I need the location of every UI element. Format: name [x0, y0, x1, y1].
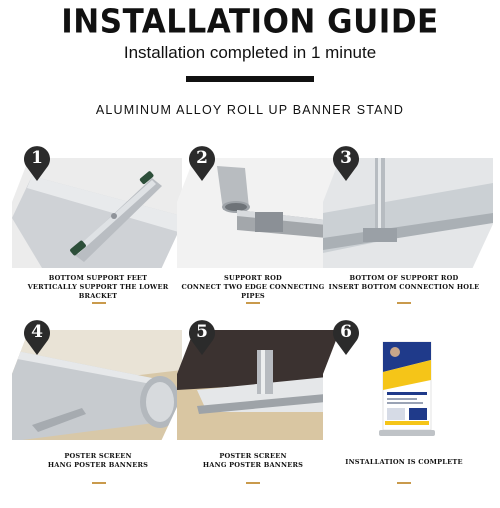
- page-title: INSTALLATION GUIDE: [61, 3, 439, 41]
- step-3-title: BOTTOM OF SUPPORT ROD: [349, 274, 459, 282]
- step-1-caption: [15, 274, 181, 301]
- step-2-title: SUPPORT ROD: [224, 274, 282, 282]
- step-6-badge: [331, 318, 361, 356]
- step-5-title: POSTER SCREEN: [219, 452, 287, 460]
- step-5-badge: [187, 318, 217, 356]
- step-1-desc: VERTICALLY SUPPORT THE LOWER BRACKET: [27, 283, 169, 300]
- step-6-title: INSTALLATION IS COMPLETE: [345, 458, 463, 466]
- step-1-badge: [22, 144, 52, 182]
- step-1-divider: [92, 302, 106, 304]
- title-underline: [186, 76, 314, 82]
- step-4-caption: [15, 452, 181, 470]
- step-4-badge: [22, 318, 52, 356]
- section-heading: ALUMINUM ALLOY ROLL UP BANNER STAND: [95, 103, 405, 117]
- step-3-caption: [321, 274, 487, 292]
- step-1-title: BOTTOM SUPPORT FEET: [48, 274, 148, 282]
- step-6-number: 6: [340, 322, 352, 342]
- step-2-number: 2: [196, 148, 208, 168]
- step-2-caption: [170, 274, 336, 301]
- step-4-divider: [92, 482, 106, 484]
- step-2-divider: [246, 302, 260, 304]
- step-5-divider: [246, 482, 260, 484]
- step-3-divider: [397, 302, 411, 304]
- step-5-number: 5: [196, 322, 208, 342]
- page-subtitle: Installation completed in 1 minute: [123, 43, 377, 62]
- step-6-caption: [321, 458, 487, 467]
- step-3-desc: INSERT BOTTOM CONNECTION HOLE: [328, 283, 480, 291]
- step-6-divider: [397, 482, 411, 484]
- step-3-number: 3: [340, 148, 352, 168]
- step-5-caption: [170, 452, 336, 470]
- step-2-badge: [187, 144, 217, 182]
- step-4-number: 4: [31, 322, 43, 342]
- step-4-desc: HANG POSTER BANNERS: [47, 461, 149, 469]
- step-3-badge: [331, 144, 361, 182]
- step-5-desc: HANG POSTER BANNERS: [202, 461, 304, 469]
- step-2-desc: CONNECT TWO EDGE CONNECTING PIPES: [181, 283, 325, 300]
- step-4-title: POSTER SCREEN: [64, 452, 132, 460]
- step-1-number: 1: [31, 148, 43, 168]
